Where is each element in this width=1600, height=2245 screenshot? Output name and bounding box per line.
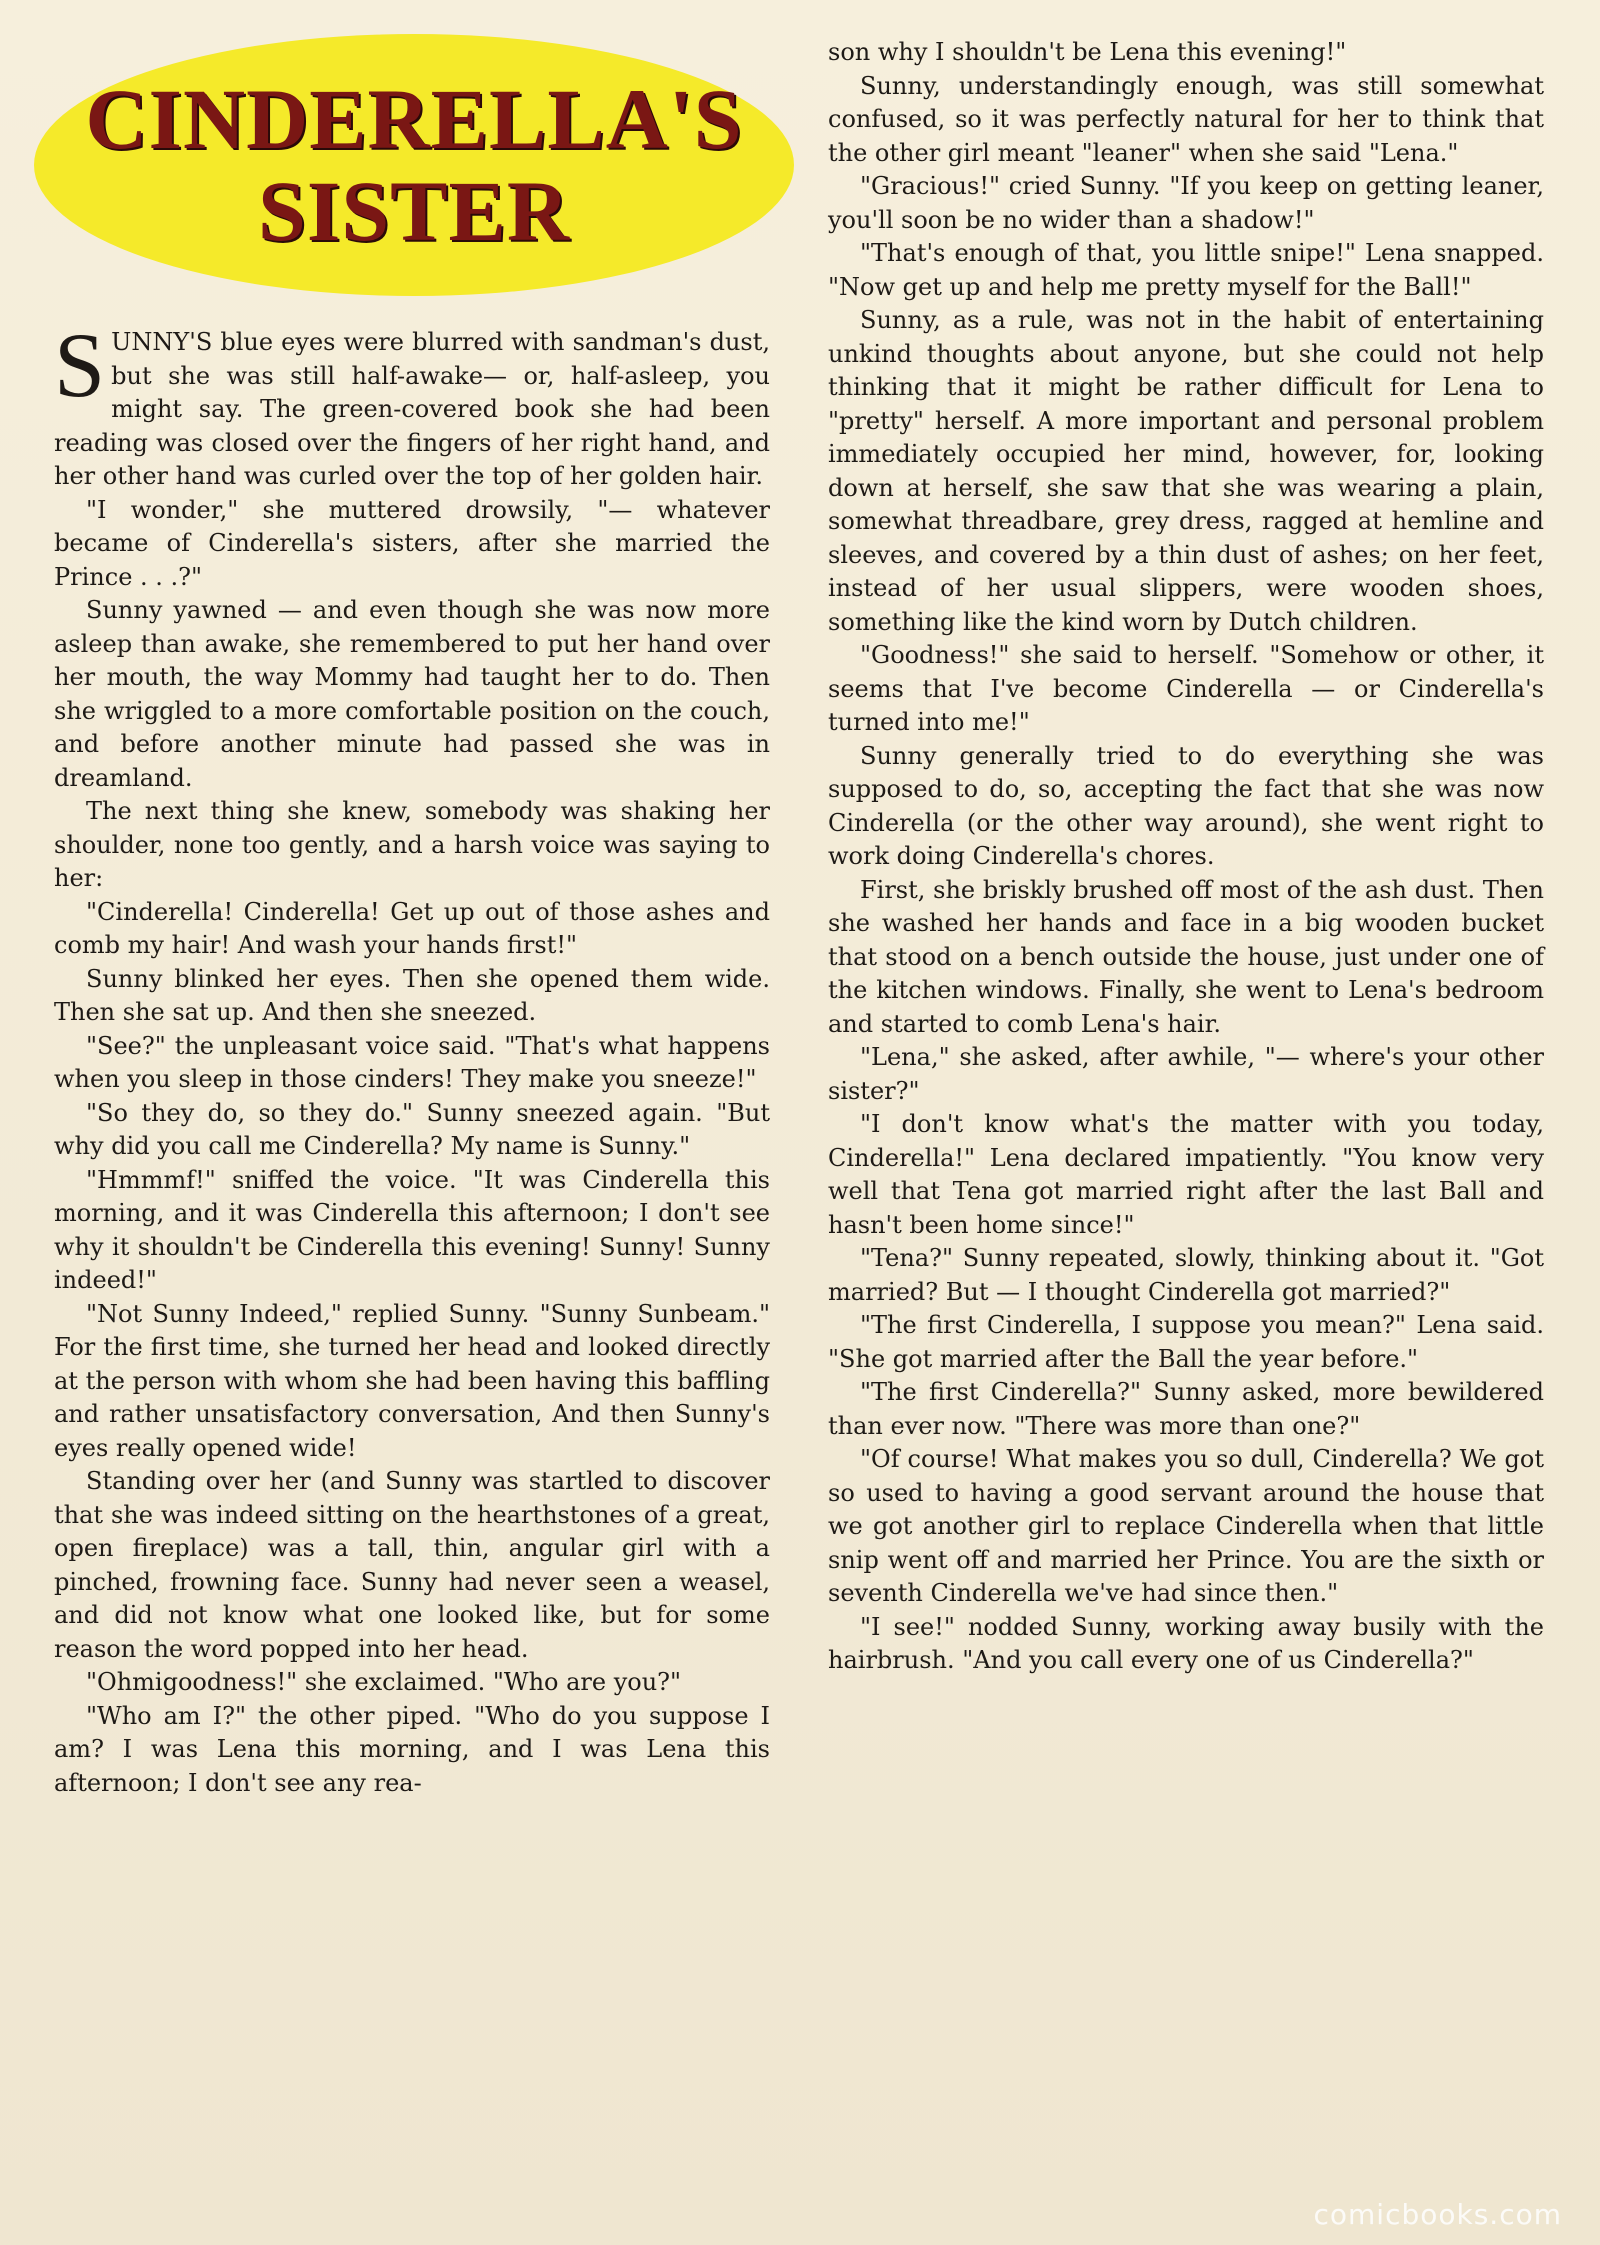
paragraph: "I wonder," she muttered drowsily, "— whatever became of Cinderella's sisters, after she married the Prince . . .?" — [54, 495, 770, 591]
paragraph: "Not Sunny Indeed," replied Sunny. "Sunny Sunbeam." For the first time, she turned her head and looked directly at the person with whom she had been having this baffling and rather unsatisfactory conversation, And then Sunny's eyes really opened wide! — [54, 1299, 770, 1462]
paragraph: "The first Cinderella?" Sunny asked, more bewildered than ever now. "There was more than one?" — [828, 1378, 1544, 1440]
paragraph: Sunny, as a rule, was not in the habit of entertaining unkind thoughts about anyone, but she could not help thinking that it might be rather difficult for Lena to "pretty" herself. A more important and personal problem immediately occupied her mind, however, for, looking down at herself, she saw that she was wearing a plain, somewhat threadbare, grey dress, ragged at hemline and sleeves, and covered by a thin dust of ashes; on her feet, instead of her usual slippers, were wooden shoes, something like the kind worn by Dutch children. — [828, 306, 1544, 636]
paragraph: "See?" the unpleasant voice said. "That's what happens when you sleep in those cinders! They make you sneeze!" — [54, 1031, 770, 1093]
paragraph: Sunny generally tried to do everything she was supposed to do, so, accepting the fact that she was now Cinderella (or the other way around), she went right to work doing Cinderella's chores. — [828, 741, 1544, 870]
left-text-column — [54, 314, 770, 1800]
paragraph: The next thing she knew, somebody was shaking her shoulder, none too gently, and a harsh voice was saying to her: — [54, 797, 770, 892]
paragraph: "Of course! What makes you so dull, Cinderella? We got so used to having a good servant around the house that we got another girl to replace Cinderella when that little snip went off and married her Prince. You are the sixth or seventh Cinderella we've had since then." — [828, 1445, 1544, 1607]
paragraph: Sunny blinked her eyes. Then she opened them wide. Then she sat up. And then she sneezed. — [54, 964, 770, 1026]
right-text-column — [828, 36, 1544, 1678]
paragraph: Standing over her (and Sunny was startled to discover that she was indeed sitting on the hearthstones of a great, open fireplace) was a tall, thin, angular girl with a pinched, frowning face. Sunny had never seen a weasel, and did not know what one looked like, but for some reason the word popped into her head. — [54, 1467, 770, 1663]
story-title-line-1: CINDERELLA'S — [85, 71, 743, 167]
story-title-line-2: SISTER — [258, 163, 570, 259]
paragraph: Sunny, understandingly enough, was still somewhat confused, so it was perfectly natural for her to think that the other girl meant "leaner" when she said "Lena." — [828, 71, 1544, 167]
paragraph: "I see!" nodded Sunny, working away busily with the hairbrush. "And you call every one of us Cinderella?" — [828, 1612, 1544, 1674]
paragraph: Sunny yawned — and even though she was now more asleep than awake, she remembered to put her hand over her mouth, the way Mommy had taught her to do. Then she wriggled to a more comfortable position on the couch, and before another minute had passed she was in dreamland. — [54, 596, 770, 792]
title-badge — [34, 34, 794, 296]
paragraph: "Ohmigoodness!" she exclaimed. "Who are you?" — [86, 1668, 682, 1696]
paragraph: "Gracious!" cried Sunny. "If you keep on getting leaner, you'll soon be no wider than a shadow!" — [828, 172, 1544, 234]
drop-cap: S — [54, 314, 106, 416]
paragraph: "I don't know what's the matter with you today, Cinderella!" Lena declared impatiently. "You know very well that Tena got married right after the last Ball and hasn't been home since!" — [828, 1110, 1544, 1239]
paragraph: "Hmmmf!" sniffed the voice. "It was Cinderella this morning, and it was Cinderella this afternoon; I don't see why it shouldn't be Cinderella this evening! Sunny! Sunny indeed!" — [54, 1165, 770, 1294]
paragraph: "The first Cinderella, I suppose you mean?" Lena said. "She got married after the Ball the year before." — [828, 1311, 1544, 1373]
paragraph: "Who am I?" the other piped. "Who do you suppose I am? I was Lena this morning, and I was Lena this afternoon; I don't see any rea- — [54, 1701, 770, 1797]
paragraph: "Goodness!" she said to herself. "Somehow or other, it seems that I've become Cinderella — or Cinderella's turned into me!" — [828, 641, 1544, 736]
paragraph: "Cinderella! Cinderella! Get up out of those ashes and comb my hair! And wash your hands first!" — [54, 897, 770, 959]
paragraph: "That's enough of that, you little snipe!" Lena snapped. "Now get up and help me pretty myself for the Ball!" — [828, 239, 1544, 301]
paragraph: First, she briskly brushed off most of the ash dust. Then she washed her hands and face in a big wooden bucket that stood on a bench outside the house, just under one of the kitchen windows. Finally, she went to Lena's bedroom and started to comb Lena's hair. — [828, 875, 1544, 1038]
site-watermark: comicbooks.com — [1313, 2198, 1562, 2231]
paragraph: "So they do, so they do." Sunny sneezed again. "But why did you call me Cinderella? My name is Sunny." — [54, 1098, 770, 1160]
paragraph: son why I shouldn't be Lena this evening!" — [828, 38, 1347, 66]
paragraph: "Tena?" Sunny repeated, slowly, thinking about it. "Got married? But — I thought Cinderella got married?" — [828, 1244, 1544, 1306]
paragraph: "Lena," she asked, after awhile, "— where's your other sister?" — [828, 1043, 1544, 1105]
paragraph: SUNNY'S blue eyes were blurred with sandman's dust, but she was still half-awake— or, half-asleep, you might say. The green-covered book she had been reading was closed over the fingers of her right hand, and her other hand was curled over the top of her golden hair. — [54, 314, 770, 490]
